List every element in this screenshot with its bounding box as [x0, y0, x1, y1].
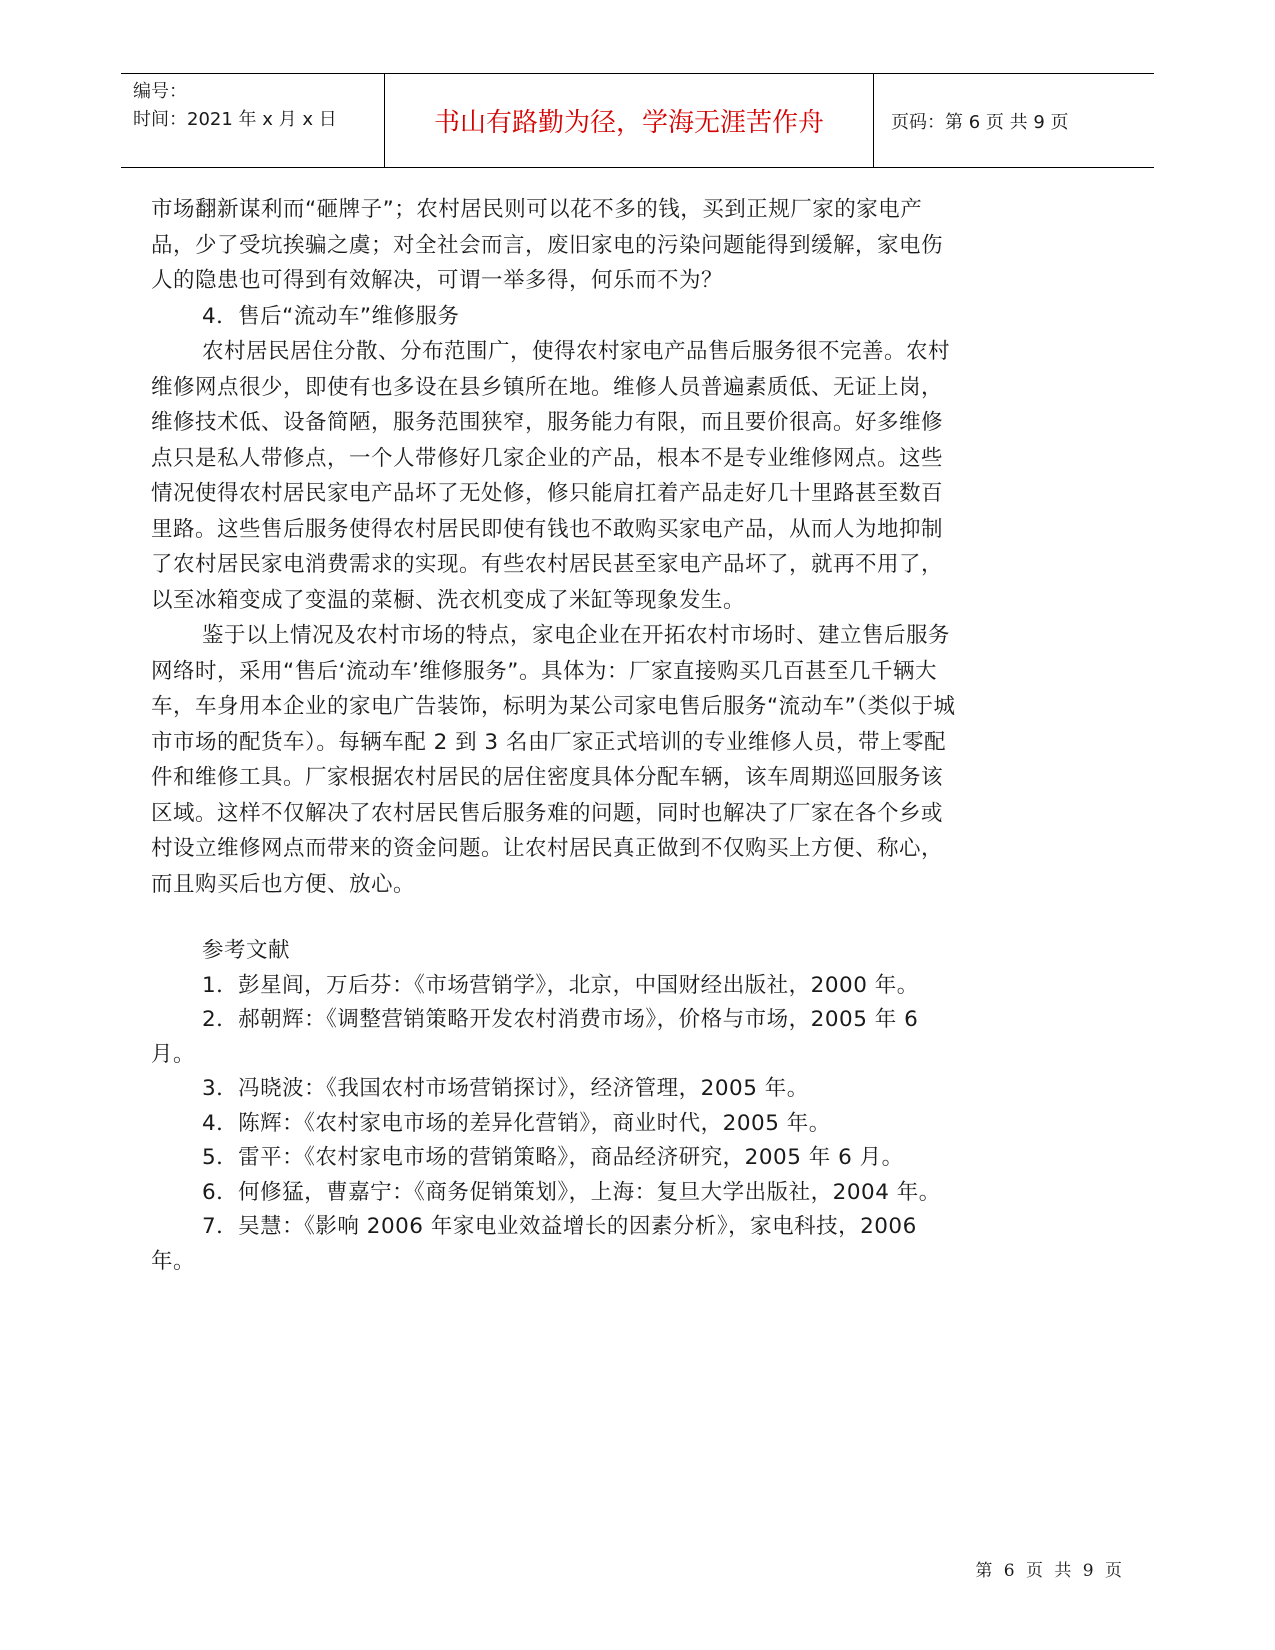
- page-label: 页码：第 6 页 共 9 页: [891, 111, 1069, 133]
- motto: 书山有路勤为径，学海无涯苦作舟: [433, 108, 824, 138]
- reference-item: 4．陈辉：《农村家电市场的差异化营销》，商业时代，2005 年。: [202, 1110, 831, 1136]
- page-footer: 第 6 页 共 9 页: [975, 1561, 1125, 1581]
- reference-item: 7．吴慧：《影响 2006 年家电业效益增长的因素分析》，家电科技，2006 年。: [151, 1214, 917, 1274]
- references: [151, 934, 961, 1279]
- reference-item: 6．何修猛，曹嘉宁：《商务促销策划》，上海：复旦大学出版社，2004 年。: [202, 1179, 941, 1205]
- section-heading: 4．售后“流动车”维修服务: [202, 303, 460, 329]
- paragraph: 市场翻新谋利而“砸牌子”；农村居民则可以花不多的钱，买到正规厂家的家电产品，少了受坑挨骗之虞；对全社会而言，废旧家电的污染问题能得到缓解，家电伤人的隐患也可得到有效解决，可谓一举多得，何乐而不为？: [151, 197, 944, 293]
- time-label: 时间：2021 年 x 月 x 日: [133, 109, 337, 130]
- references-title: 参考文献: [202, 938, 291, 963]
- paragraph: 鉴于以上情况及农村市场的特点，家电企业在开拓农村市场时、建立售后服务网络时，采用“售后‘流动车’维修服务”。具体为：厂家直接购买几百甚至几千辆大车，车身用本企业的家电广告装饰，标明为某公司家电售后服务“流动车”（类似于城市市场的配货车）。每辆车配 2 到 3 名由厂家正式培训的专业维修人员，带上零配件和维修工具。厂家根据农村居民的居住密度具体分配车辆，该车周期巡回服务该区域。这样不仅解决了农村居民售后服务难的问题，同时也解决了厂家在各个乡或村设立维修网点而带来的资金问题。让农村居民真正做到不仅购买上方便、称心，而且购买后也方便、放心。: [151, 623, 956, 897]
- reference-item: 3．冯晓波：《我国农村市场营销探讨》，经济管理，2005 年。: [202, 1076, 809, 1101]
- number-label: 编号：: [133, 81, 187, 102]
- paragraph: 农村居民居住分散、分布范围广，使得农村家电产品售后服务很不完善。农村维修网点很少，即使有也多设在县乡镇所在地。维修人员普遍素质低、无证上岗，维修技术低、设备简陋，服务范围狭窄，服务能力有限，而且要价很高。好多维修点只是私人带修点，一个人带修好几家企业的产品，根本不是专业维修网点。这些情况使得农村居民家电产品坏了无处修，修只能肩扛着产品走好几十里路甚至数百里路。这些售后服务使得农村居民即使有钱也不敢购买家电产品，从而人为地抑制了农村居民家电消费需求的实现。有些农村居民甚至家电产品坏了，就再不用了，以至冰箱变成了变温的菜橱、洗衣机变成了米缸等现象发生。: [151, 339, 951, 613]
- page-header: [121, 73, 1154, 168]
- reference-item: 1．彭星闾，万后芬：《市场营销学》，北京，中国财经出版社，2000 年。: [202, 972, 919, 998]
- header-meta: [133, 78, 337, 134]
- document-body: [151, 192, 961, 1279]
- header-divider: [873, 74, 874, 167]
- reference-item: 2．郝朝辉：《调整营销策略开发农村消费市场》，价格与市场，2005 年 6 月。: [151, 1007, 919, 1067]
- reference-item: 5．雷平：《农村家电市场的营销策略》，商品经济研究，2005 年 6 月。: [202, 1145, 904, 1170]
